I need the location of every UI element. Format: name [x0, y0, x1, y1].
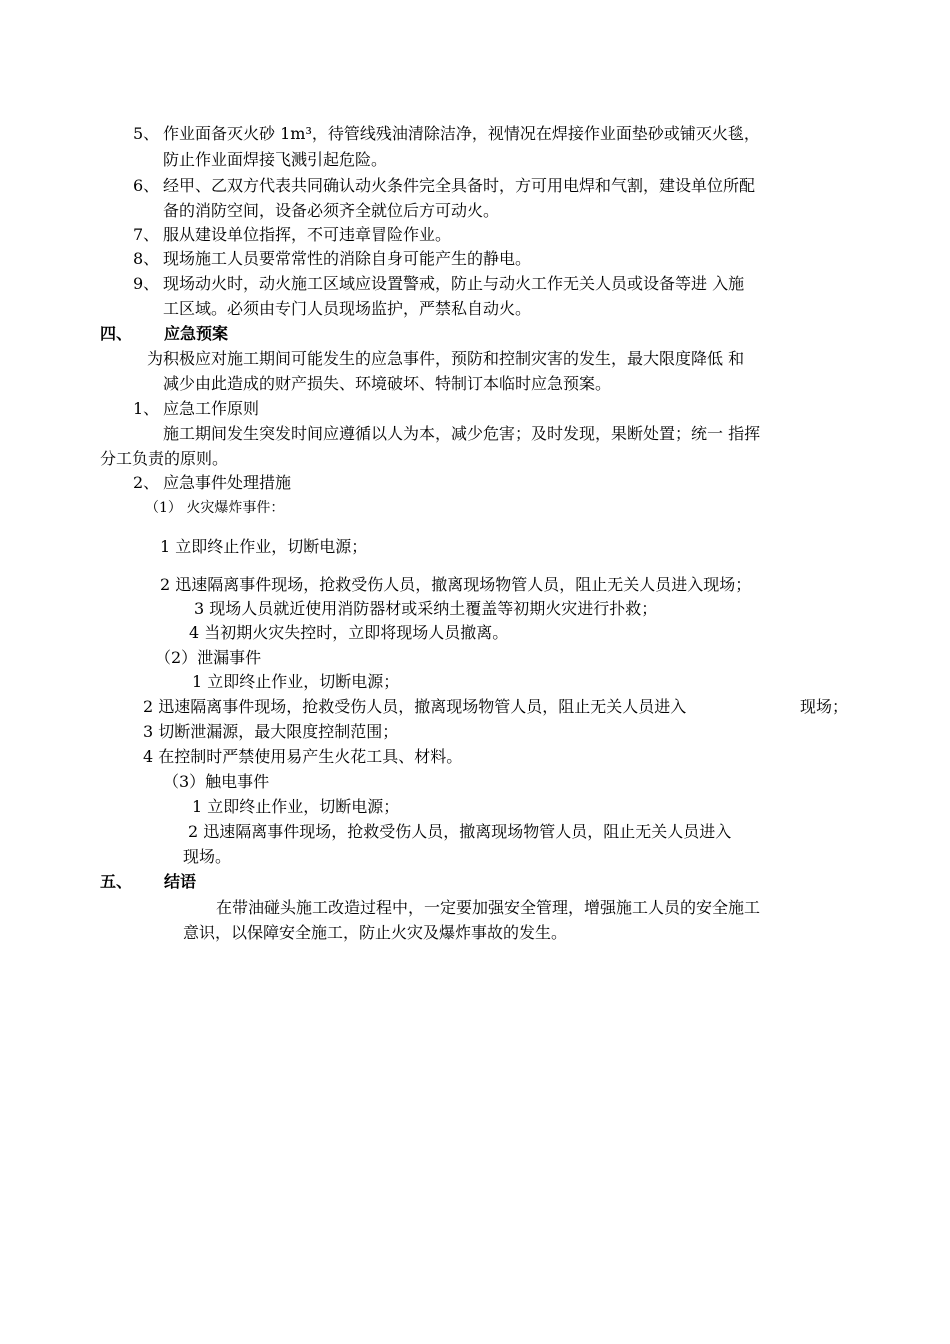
list-item-5 — [133, 123, 760, 145]
fire-step-1: 1 立即终止作业，切断电源； — [160, 537, 368, 556]
subsection-title: 应急工作原则 — [163, 399, 260, 418]
conclusion-paragraph-cont: 意识，以保障安全施工，防止火灾及爆炸事故的发生。 — [183, 923, 568, 942]
item-number: 6、 — [133, 176, 160, 195]
leak-step-3: 3 切断泄漏源，最大限度控制范围； — [143, 722, 399, 741]
fire-step-3: 3 现场人员就近使用消防器材或采纳土覆盖等初期火灾进行扑救； — [194, 599, 658, 618]
item-text: 经甲、乙双方代表共同确认动火条件完全具备时，方可用电焊和气割，建设单位所配 — [163, 176, 756, 195]
shock-event-heading: （3）触电事件 — [163, 772, 270, 791]
list-item-6 — [133, 175, 755, 197]
list-item-8 — [133, 248, 531, 270]
subsection-heading-2 — [133, 472, 291, 494]
item-text: 服从建设单位指挥，不可违章冒险作业。 — [163, 225, 452, 244]
shock-step-2-cont: 现场。 — [183, 847, 232, 866]
list-item-9 — [133, 273, 744, 295]
shock-step-2: 2 迅速隔离事件现场，抢救受伤人员，撤离现场物管人员，阻止无关人员进入 — [188, 822, 732, 841]
section-number: 四、 — [100, 324, 133, 343]
leak-event-heading: （2）泄漏事件 — [155, 648, 262, 667]
subsection-heading-1 — [133, 398, 259, 420]
list-item-5-cont: 防止作业面焊接飞溅引起危险。 — [163, 150, 388, 169]
section-4-intro: 为积极应对施工期间可能发生的应急事件，预防和控制灾害的发生，最大限度降低 和 — [147, 349, 745, 368]
section-title: 结语 — [164, 872, 197, 891]
item-number: 7、 — [133, 225, 160, 244]
shock-step-1: 1 立即终止作业，切断电源； — [192, 797, 400, 816]
item-number: 5、 — [133, 124, 160, 143]
fire-step-2: 2 迅速隔离事件现场，抢救受伤人员，撤离现场物管人员，阻止无关人员进入现场； — [160, 575, 752, 594]
leak-step-2: 2 迅速隔离事件现场，抢救受伤人员，撤离现场物管人员，阻止无关人员进入 — [143, 697, 687, 716]
section-heading-5 — [100, 871, 196, 893]
principle-paragraph-cont: 分工负责的原则。 — [100, 449, 229, 468]
section-heading-4 — [100, 323, 228, 345]
section-title: 应急预案 — [164, 324, 229, 343]
item-text: 作业面备灭火砂 1m³，待管线残油清除洁净，视情况在焊接作业面垫砂或铺灭火毯， — [163, 124, 760, 143]
item-text: 现场施工人员要常常性的消除自身可能产生的静电。 — [163, 249, 532, 268]
leak-step-2-end: 现场； — [800, 697, 849, 716]
principle-paragraph: 施工期间发生突发时间应遵循以人为本，减少危害；及时发现，果断处置；统一 指挥 — [163, 424, 761, 443]
subsection-number: 2、 — [133, 473, 160, 492]
subsection-number: 1、 — [133, 399, 160, 418]
list-item-9-cont: 工区域。必须由专门人员现场监护，严禁私自动火。 — [163, 299, 532, 318]
list-item-6-cont: 备的消防空间，设备必须齐全就位后方可动火。 — [163, 201, 500, 220]
conclusion-paragraph: 在带油碰头施工改造过程中，一定要加强安全管理，增强施工人员的安全施工 — [216, 898, 761, 917]
list-item-7 — [133, 224, 451, 246]
leak-step-4: 4 在控制时严禁使用易产生火花工具、材料。 — [143, 747, 463, 766]
subsection-title: 应急事件处理措施 — [163, 473, 292, 492]
leak-step-1: 1 立即终止作业，切断电源； — [192, 672, 400, 691]
section-4-intro-cont: 减少由此造成的财产损失、环境破坏、特制订本临时应急预案。 — [163, 374, 612, 393]
item-number: 8、 — [133, 249, 160, 268]
section-number: 五、 — [100, 872, 133, 891]
fire-event-heading: （1） 火灾爆炸事件： — [145, 500, 285, 516]
item-number: 9、 — [133, 274, 160, 293]
fire-step-4: 4 当初期火灾失控时，立即将现场人员撤离。 — [189, 623, 509, 642]
item-text: 现场动火时，动火施工区域应设置警戒，防止与动火工作无关人员或设备等进 入施 — [163, 274, 745, 293]
